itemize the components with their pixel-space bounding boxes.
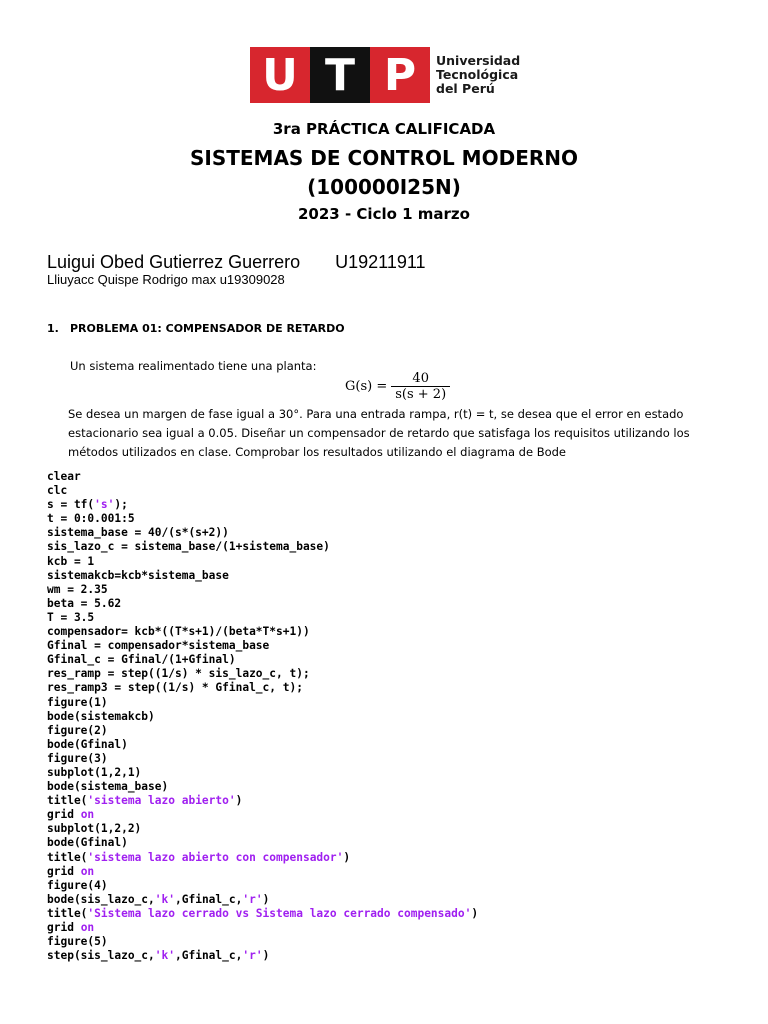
logo-letter-p: P xyxy=(370,47,430,103)
code-string: 'Sistema lazo cerrado vs Sistema lazo cerrado compensado' xyxy=(87,906,472,920)
code-line xyxy=(47,921,478,935)
code-line xyxy=(47,667,478,681)
code-line xyxy=(47,512,478,526)
code-line xyxy=(47,766,478,780)
code-text: clear xyxy=(47,470,81,483)
code-line xyxy=(47,526,478,540)
code-line xyxy=(47,893,478,907)
code-text: sis_lazo_c = sistema_base/(1+sistema_base) xyxy=(47,540,330,554)
problem-heading xyxy=(47,322,345,335)
code-text: sistema_base = 40/(s*(s+2)) xyxy=(47,526,229,540)
code-text: bode(sistema_base) xyxy=(47,780,169,794)
code-text: t = 0:0.001:5 xyxy=(47,512,135,526)
course-code: (100000I25N) xyxy=(307,175,461,199)
code-line xyxy=(47,611,478,625)
code-text: compensador= kcb*((T*s+1)/(beta*T*s+1)) xyxy=(47,625,310,639)
code-line xyxy=(47,879,478,893)
code-line xyxy=(47,724,478,738)
problem-intro: Un sistema realimentado tiene una planta: xyxy=(70,359,317,373)
formula-denominator: s(s + 2) xyxy=(391,386,450,402)
code-text: Gfinal = compensador*sistema_base xyxy=(47,639,270,653)
logo-letter-u: U xyxy=(250,47,310,103)
code-string: 'r' xyxy=(242,949,263,963)
code-line xyxy=(47,498,478,512)
code-string: on xyxy=(80,808,95,822)
code-line xyxy=(47,653,478,667)
code-line xyxy=(47,484,478,498)
course-title: SISTEMAS DE CONTROL MODERNO xyxy=(189,146,578,170)
code-line xyxy=(47,780,478,794)
code-line xyxy=(47,681,478,695)
code-text: kcb = 1 xyxy=(47,554,95,568)
formula-fraction xyxy=(391,371,450,402)
code-string: 'sistema lazo abierto con compensador' xyxy=(87,850,344,864)
code-text: grid xyxy=(47,864,81,878)
problem-statement: Se desea un margen de fase igual a 30°. Para una entrada rampa, r(t) = t, se desea que el error en estado estacionario sea igual a 0.05. Diseñar un compensador de retardo que satisfaga los requisitos utilizando los métodos utilizados en clase. Comprobar los resultados utilizando el diagrama de Bode xyxy=(68,407,690,459)
code-text: grid xyxy=(47,808,81,822)
code-text: figure(5) xyxy=(47,935,108,949)
matlab-code-block xyxy=(47,470,478,963)
code-string: 'sistema lazo abierto' xyxy=(87,794,236,808)
code-text: ) xyxy=(471,906,479,920)
code-text: ); xyxy=(114,498,128,512)
author-line-1: Luigui Obed Gutierrez Guerrero U19211911 xyxy=(47,252,426,272)
code-text: subplot(1,2,1) xyxy=(47,765,142,779)
code-string: on xyxy=(80,864,95,878)
code-line xyxy=(47,949,478,963)
code-text: step(sis_lazo_c, xyxy=(47,949,155,963)
code-text: subplot(1,2,2) xyxy=(47,822,142,836)
logo-text-line: Tecnológica xyxy=(436,67,519,82)
code-string: on xyxy=(80,921,95,934)
code-text: res_ramp = step((1/s) * sis_lazo_c, t); xyxy=(47,667,310,681)
code-text: ,Gfinal_c, xyxy=(175,892,243,906)
code-text: figure(1) xyxy=(47,695,108,709)
transfer-function-formula xyxy=(345,371,450,402)
logo-text-line: Universidad xyxy=(436,53,521,68)
code-text: ) xyxy=(235,794,243,808)
code-text: figure(4) xyxy=(47,878,108,892)
code-text: bode(Gfinal) xyxy=(47,737,128,751)
code-text: clc xyxy=(47,484,68,498)
term-label: 2023 - Ciclo 1 marzo xyxy=(298,205,470,223)
code-text: s = tf( xyxy=(47,498,95,512)
code-text: bode(sis_lazo_c, xyxy=(47,892,155,906)
code-line xyxy=(47,836,478,850)
formula-lhs: G(s) = xyxy=(345,379,388,394)
code-line xyxy=(47,470,478,484)
code-line xyxy=(47,794,478,808)
code-text: ,Gfinal_c, xyxy=(175,949,243,963)
code-text: wm = 2.35 xyxy=(47,582,108,596)
formula-numerator: 40 xyxy=(412,371,429,386)
code-line xyxy=(47,851,478,865)
code-line xyxy=(47,752,478,766)
code-text: ) xyxy=(262,892,270,906)
code-text: title( xyxy=(47,906,88,920)
logo-letter-t: T xyxy=(310,47,370,103)
exam-title: 3ra PRÁCTICA CALIFICADA xyxy=(272,120,496,138)
code-text: beta = 5.62 xyxy=(47,596,122,610)
code-text: figure(3) xyxy=(47,751,108,765)
logo-text-line: del Perú xyxy=(436,81,495,96)
code-line xyxy=(47,865,478,879)
code-text: bode(Gfinal) xyxy=(47,836,128,850)
code-line xyxy=(47,907,478,921)
code-line xyxy=(47,808,478,822)
utp-logo-letters xyxy=(250,47,430,103)
code-text: grid xyxy=(47,921,81,934)
code-text: Gfinal_c = Gfinal/(1+Gfinal) xyxy=(47,653,236,667)
code-line xyxy=(47,540,478,554)
code-string: 's' xyxy=(94,498,115,512)
code-line xyxy=(47,822,478,836)
code-line xyxy=(47,710,478,724)
code-string: 'k' xyxy=(154,949,175,963)
code-string: 'k' xyxy=(154,892,175,906)
logo-university-name xyxy=(436,54,520,96)
code-line xyxy=(47,597,478,611)
code-text: title( xyxy=(47,794,88,808)
utp-logo xyxy=(250,47,520,103)
code-text: figure(2) xyxy=(47,723,108,737)
code-line xyxy=(47,738,478,752)
code-line xyxy=(47,935,478,949)
code-text: title( xyxy=(47,850,88,864)
code-line xyxy=(47,639,478,653)
code-line xyxy=(47,569,478,583)
code-line xyxy=(47,583,478,597)
code-string: 'r' xyxy=(242,892,263,906)
code-text: ) xyxy=(262,949,270,963)
code-line xyxy=(47,555,478,569)
code-text: sistemakcb=kcb*sistema_base xyxy=(47,568,229,582)
problem-number: 1. xyxy=(47,322,59,335)
code-text: res_ramp3 = step((1/s) * Gfinal_c, t); xyxy=(47,681,303,695)
code-text: bode(sistemakcb) xyxy=(47,709,155,723)
code-line xyxy=(47,696,478,710)
code-text: T = 3.5 xyxy=(47,610,95,624)
author-line-2: Lliuyacc Quispe Rodrigo max u19309028 xyxy=(47,272,285,287)
problem-title: PROBLEMA 01: COMPENSADOR DE RETARDO xyxy=(70,322,345,335)
code-line xyxy=(47,625,478,639)
code-text: ) xyxy=(343,850,351,864)
